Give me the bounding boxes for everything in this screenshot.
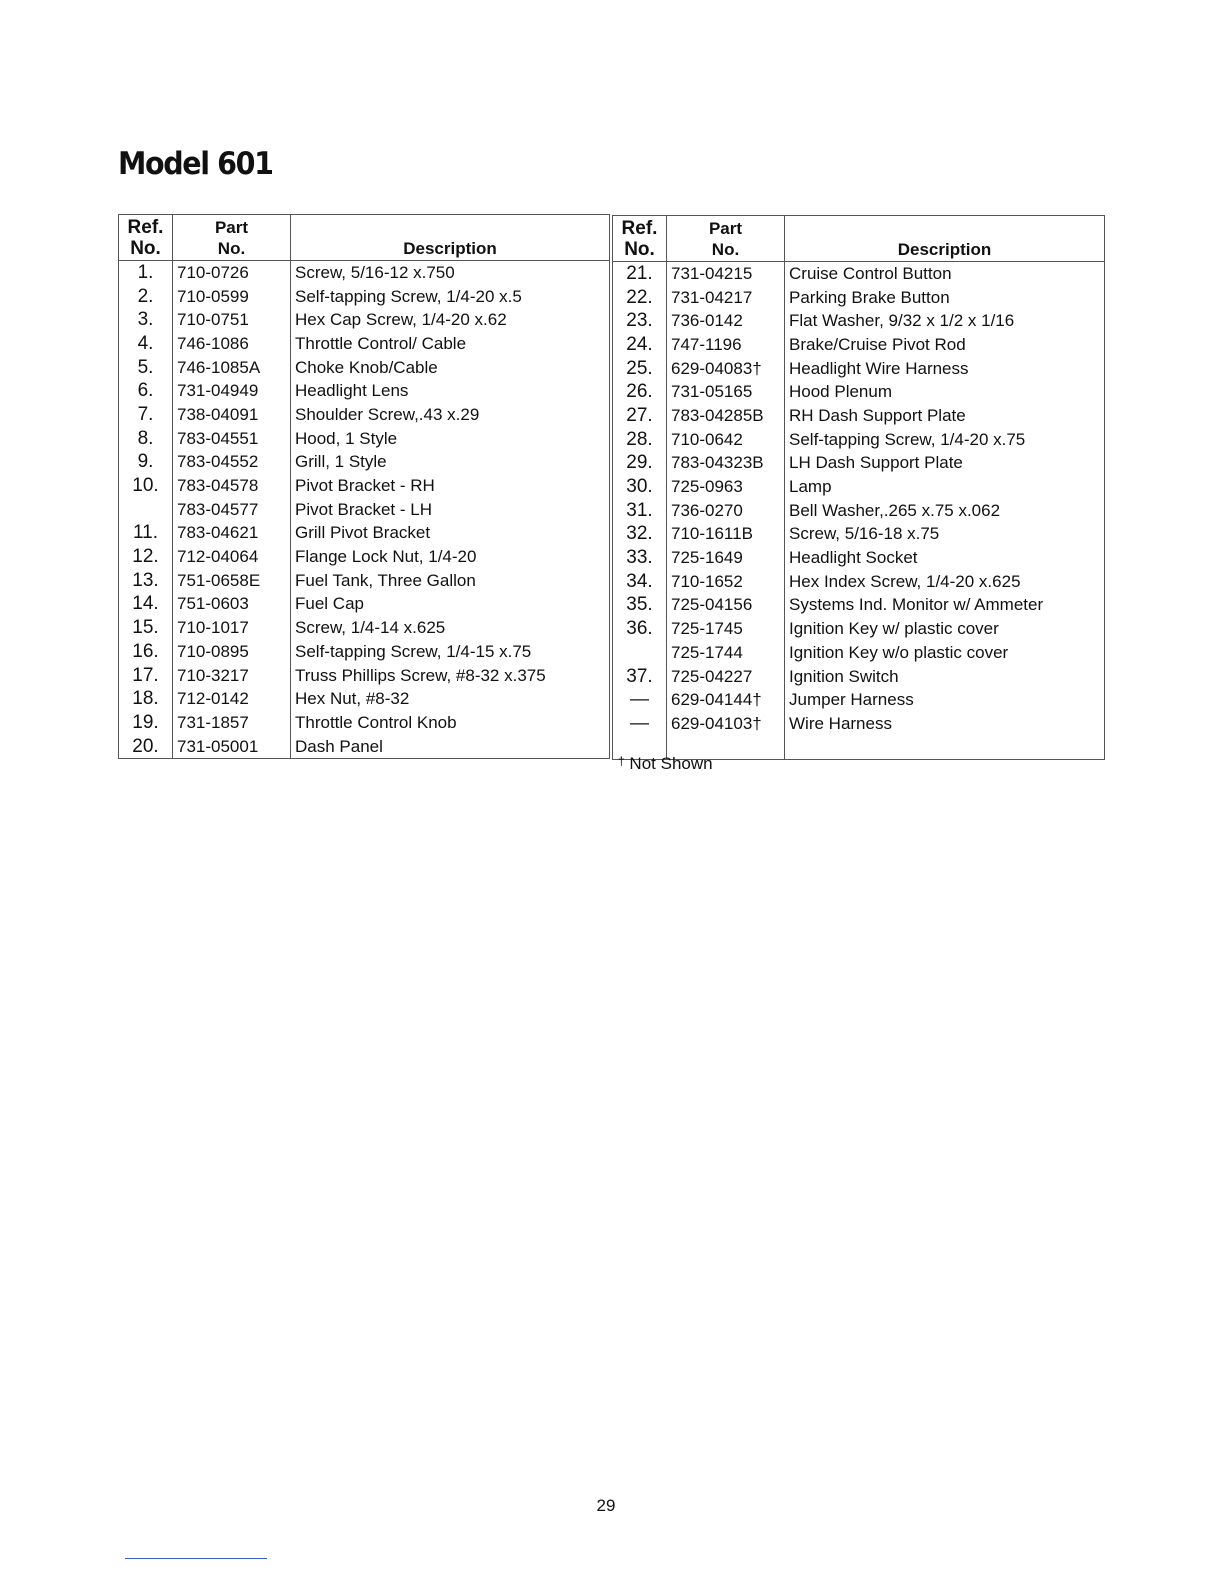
table-row xyxy=(119,593,610,617)
description-cell: Pivot Bracket - LH xyxy=(291,498,610,522)
description-cell: Screw, 1/4-14 x.625 xyxy=(291,616,610,640)
part-no-cell: 751-0658E xyxy=(173,569,291,593)
part-no-cell: 710-0726 xyxy=(173,261,291,285)
description-cell: Hex Index Screw, 1/4-20 x.625 xyxy=(785,570,1105,594)
ref-no-cell: 28. xyxy=(613,428,667,452)
table-row xyxy=(613,712,1105,736)
ref-no-cell: 29. xyxy=(613,452,667,476)
description-cell: Flat Washer, 9/32 x 1/2 x 1/16 xyxy=(785,309,1105,333)
table-row xyxy=(613,428,1105,452)
description-cell: Choke Knob/Cable xyxy=(291,356,610,380)
dagger-mark: † xyxy=(618,754,625,768)
part-no-cell: 783-04578 xyxy=(173,474,291,498)
part-no-cell: 783-04551 xyxy=(173,427,291,451)
empty-cell xyxy=(785,736,1105,760)
part-no-cell: 710-0642 xyxy=(667,428,785,452)
table-header-row xyxy=(613,216,1105,262)
ref-no-cell: 19. xyxy=(119,711,173,735)
part-no-cell: 629-04103† xyxy=(667,712,785,736)
ref-no-cell xyxy=(613,641,667,665)
description-cell: Flange Lock Nut, 1/4-20 xyxy=(291,545,610,569)
table-row xyxy=(613,475,1105,499)
table-row xyxy=(119,427,610,451)
page-number: 29 xyxy=(596,1496,616,1515)
part-no-cell: 710-0751 xyxy=(173,308,291,332)
description-cell: Ignition Key w/ plastic cover xyxy=(785,617,1105,641)
description-cell: Brake/Cruise Pivot Rod xyxy=(785,333,1105,357)
ref-no-cell: 14. xyxy=(119,593,173,617)
part-no-cell: 746-1085A xyxy=(173,356,291,380)
description-cell: Systems Ind. Monitor w/ Ammeter xyxy=(785,594,1105,618)
table-row xyxy=(119,545,610,569)
ref-no-cell: 10. xyxy=(119,474,173,498)
part-no-cell: 731-04949 xyxy=(173,379,291,403)
ref-no-cell: 15. xyxy=(119,616,173,640)
description-cell: Screw, 5/16-18 x.75 xyxy=(785,523,1105,547)
description-cell: Lamp xyxy=(785,475,1105,499)
table-row xyxy=(119,711,610,735)
part-no-cell: 710-1017 xyxy=(173,616,291,640)
table-row xyxy=(119,640,610,664)
ref-no-cell: 27. xyxy=(613,404,667,428)
ref-no-cell: 21. xyxy=(613,262,667,286)
table-row xyxy=(613,333,1105,357)
ref-no-cell: 36. xyxy=(613,617,667,641)
table-row xyxy=(119,474,610,498)
ref-no-cell: 26. xyxy=(613,380,667,404)
part-no-cell: 712-04064 xyxy=(173,545,291,569)
ref-no-cell: 4. xyxy=(119,332,173,356)
part-no-cell: 746-1086 xyxy=(173,332,291,356)
ref-no-cell: 1. xyxy=(119,261,173,285)
description-cell: Hex Cap Screw, 1/4-20 x.62 xyxy=(291,308,610,332)
ref-no-cell: 17. xyxy=(119,664,173,688)
part-no-cell: 710-3217 xyxy=(173,664,291,688)
footer-rule xyxy=(125,1558,267,1559)
description-header: Description xyxy=(785,216,1105,262)
description-cell: Fuel Cap xyxy=(291,593,610,617)
part-no-cell: 731-05165 xyxy=(667,380,785,404)
part-no-cell: 783-04621 xyxy=(173,522,291,546)
part-no-cell: 783-04285B xyxy=(667,404,785,428)
table-row xyxy=(613,357,1105,381)
part-no-cell: 710-0895 xyxy=(173,640,291,664)
part-no-cell: 731-1857 xyxy=(173,711,291,735)
part-no-cell: 738-04091 xyxy=(173,403,291,427)
part-no-cell: 725-04156 xyxy=(667,594,785,618)
page-title: Model 601 xyxy=(118,146,273,182)
table-row xyxy=(119,285,610,309)
table-row xyxy=(613,523,1105,547)
table-row xyxy=(119,261,610,285)
description-cell: Pivot Bracket - RH xyxy=(291,474,610,498)
part-no-cell: 710-1611B xyxy=(667,523,785,547)
table-row xyxy=(613,546,1105,570)
ref-no-cell xyxy=(119,498,173,522)
ref-no-cell: 35. xyxy=(613,594,667,618)
ref-no-cell: 9. xyxy=(119,451,173,475)
parts-table-right xyxy=(612,215,1105,760)
ref-no-cell: 16. xyxy=(119,640,173,664)
table-row xyxy=(119,687,610,711)
table-row xyxy=(119,616,610,640)
part-no-cell: 710-1652 xyxy=(667,570,785,594)
ref-no-cell: 33. xyxy=(613,546,667,570)
description-cell: Dash Panel xyxy=(291,735,610,759)
table-row xyxy=(613,286,1105,310)
ref-no-cell: 32. xyxy=(613,523,667,547)
table-row xyxy=(613,262,1105,286)
table-row xyxy=(119,332,610,356)
description-cell: Grill Pivot Bracket xyxy=(291,522,610,546)
part-no-cell: 736-0270 xyxy=(667,499,785,523)
table-row xyxy=(119,379,610,403)
part-no-cell: 736-0142 xyxy=(667,309,785,333)
table-row xyxy=(613,499,1105,523)
table-row xyxy=(119,451,610,475)
ref-no-header: Ref. No. xyxy=(119,215,173,261)
ref-no-cell: 25. xyxy=(613,357,667,381)
description-cell: Bell Washer,.265 x.75 x.062 xyxy=(785,499,1105,523)
part-no-cell: 712-0142 xyxy=(173,687,291,711)
description-cell: Hood Plenum xyxy=(785,380,1105,404)
table-row xyxy=(613,665,1105,689)
table-row xyxy=(119,308,610,332)
ref-no-cell: 30. xyxy=(613,475,667,499)
ref-no-cell: 12. xyxy=(119,545,173,569)
ref-no-cell: — xyxy=(613,712,667,736)
table-row xyxy=(119,403,610,427)
description-cell: Headlight Wire Harness xyxy=(785,357,1105,381)
part-no-cell: 629-04083† xyxy=(667,357,785,381)
part-no-cell: 751-0603 xyxy=(173,593,291,617)
table-row xyxy=(613,641,1105,665)
part-no-cell: 710-0599 xyxy=(173,285,291,309)
part-no-cell: 629-04144† xyxy=(667,688,785,712)
ref-no-header: Ref. No. xyxy=(613,216,667,262)
table-row xyxy=(613,688,1105,712)
description-cell: Ignition Switch xyxy=(785,665,1105,689)
footnote xyxy=(618,754,713,774)
description-cell: Ignition Key w/o plastic cover xyxy=(785,641,1105,665)
part-no-header: Part No. xyxy=(667,216,785,262)
ref-no-cell: 8. xyxy=(119,427,173,451)
ref-no-cell: 23. xyxy=(613,309,667,333)
description-cell: Throttle Control Knob xyxy=(291,711,610,735)
part-no-cell: 783-04577 xyxy=(173,498,291,522)
ref-no-cell: 11. xyxy=(119,522,173,546)
ref-no-cell: 37. xyxy=(613,665,667,689)
table-header-row xyxy=(119,215,610,261)
description-cell: LH Dash Support Plate xyxy=(785,452,1105,476)
part-no-cell: 725-1745 xyxy=(667,617,785,641)
description-cell: Grill, 1 Style xyxy=(291,451,610,475)
description-cell: Fuel Tank, Three Gallon xyxy=(291,569,610,593)
description-cell: Truss Phillips Screw, #8-32 x.375 xyxy=(291,664,610,688)
table-row xyxy=(119,569,610,593)
part-no-cell: 725-1649 xyxy=(667,546,785,570)
ref-no-cell: 24. xyxy=(613,333,667,357)
parts-table-left xyxy=(118,214,610,759)
part-no-cell: 725-1744 xyxy=(667,641,785,665)
description-cell: Throttle Control/ Cable xyxy=(291,332,610,356)
description-cell: Hex Nut, #8-32 xyxy=(291,687,610,711)
description-cell: Headlight Lens xyxy=(291,379,610,403)
ref-no-cell: 34. xyxy=(613,570,667,594)
description-cell: Self-tapping Screw, 1/4-20 x.5 xyxy=(291,285,610,309)
table-row xyxy=(119,522,610,546)
ref-no-cell: 6. xyxy=(119,379,173,403)
table-row xyxy=(119,664,610,688)
ref-no-cell: 13. xyxy=(119,569,173,593)
footnote-text: Not Shown xyxy=(629,754,713,773)
ref-no-cell: 7. xyxy=(119,403,173,427)
description-cell: Self-tapping Screw, 1/4-20 x.75 xyxy=(785,428,1105,452)
description-cell: Cruise Control Button xyxy=(785,262,1105,286)
part-no-cell: 783-04552 xyxy=(173,451,291,475)
table-row xyxy=(613,617,1105,641)
table-row xyxy=(613,594,1105,618)
description-cell: Shoulder Screw,.43 x.29 xyxy=(291,403,610,427)
part-no-cell: 725-04227 xyxy=(667,665,785,689)
description-cell: Screw, 5/16-12 x.750 xyxy=(291,261,610,285)
description-header: Description xyxy=(291,215,610,261)
description-cell: RH Dash Support Plate xyxy=(785,404,1105,428)
ref-no-cell: 20. xyxy=(119,735,173,759)
description-cell: Parking Brake Button xyxy=(785,286,1105,310)
table-row xyxy=(613,404,1105,428)
part-no-header: Part No. xyxy=(173,215,291,261)
table-row xyxy=(119,498,610,522)
description-cell: Wire Harness xyxy=(785,712,1105,736)
table-row xyxy=(613,452,1105,476)
ref-no-cell: 18. xyxy=(119,687,173,711)
ref-no-cell: 31. xyxy=(613,499,667,523)
description-cell: Self-tapping Screw, 1/4-15 x.75 xyxy=(291,640,610,664)
description-cell: Headlight Socket xyxy=(785,546,1105,570)
ref-no-cell: 2. xyxy=(119,285,173,309)
ref-no-cell: 5. xyxy=(119,356,173,380)
part-no-cell: 731-05001 xyxy=(173,735,291,759)
table-row xyxy=(613,570,1105,594)
part-no-cell: 731-04217 xyxy=(667,286,785,310)
part-no-cell: 783-04323B xyxy=(667,452,785,476)
table-row xyxy=(613,380,1105,404)
ref-no-cell: 22. xyxy=(613,286,667,310)
part-no-cell: 731-04215 xyxy=(667,262,785,286)
ref-no-cell: — xyxy=(613,688,667,712)
table-row xyxy=(119,735,610,759)
part-no-cell: 747-1196 xyxy=(667,333,785,357)
table-row xyxy=(613,309,1105,333)
ref-no-cell: 3. xyxy=(119,308,173,332)
part-no-cell: 725-0963 xyxy=(667,475,785,499)
description-cell: Hood, 1 Style xyxy=(291,427,610,451)
description-cell: Jumper Harness xyxy=(785,688,1105,712)
table-row xyxy=(119,356,610,380)
